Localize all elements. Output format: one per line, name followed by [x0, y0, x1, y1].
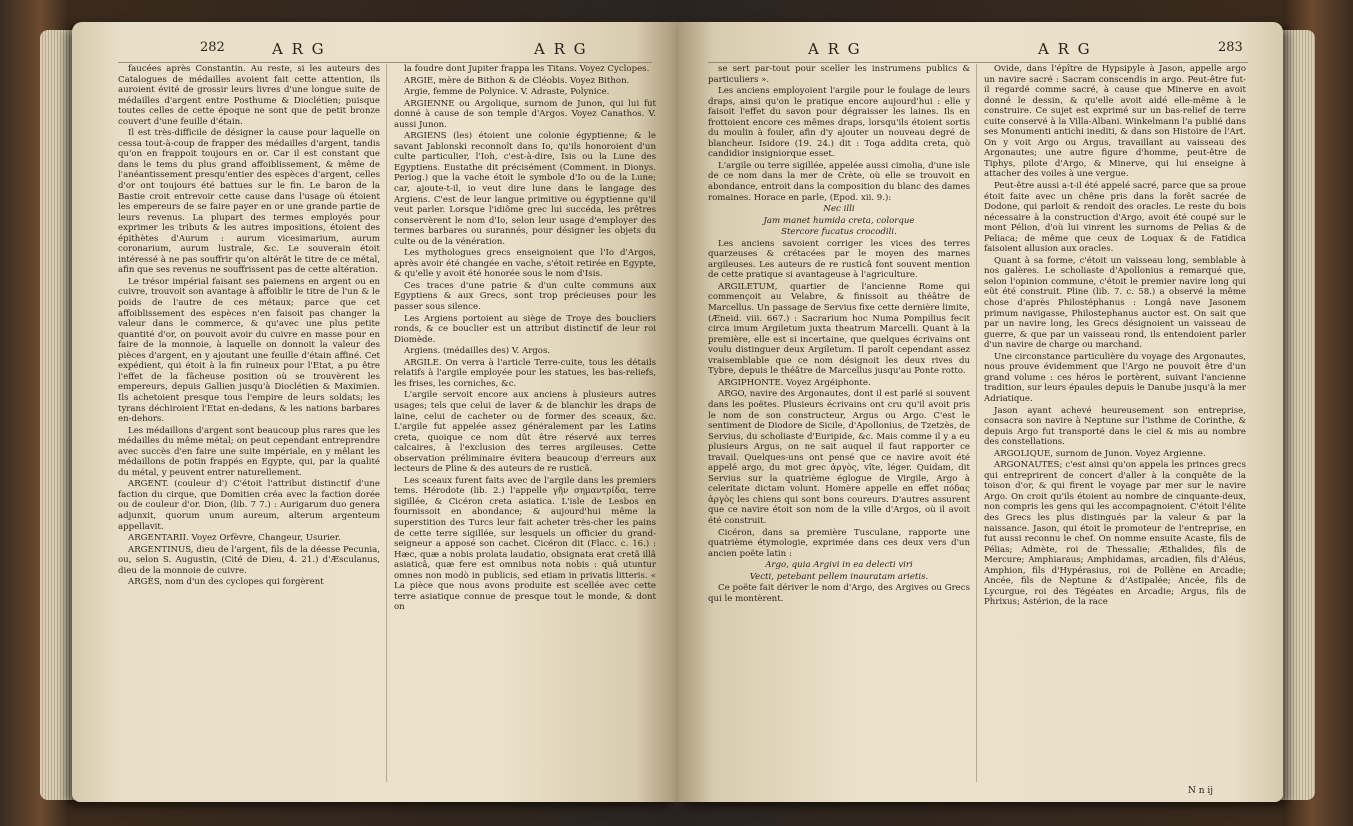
- paragraph: Cicéron, dans sa première Tusculane, rapporte une quatrième étymologie, exprimée dans ces deux vers d'un ancien poëte latin :: [708, 527, 970, 559]
- paragraph: Les Argiens portoient au siège de Troye des boucliers ronds, & ce bouclier est un attribut distinctif de leur roi Diomède.: [394, 313, 656, 345]
- paragraph: Une circonstance particulière du voyage des Argonautes, nous prouve évidemment que l'Argo ne pouvoit être d'un grand volume : ces héros le portèrent, suivant l'ancienne tradition, sur leurs épaules depuis le Danube jusqu'à la mer Adriatique.: [984, 351, 1246, 404]
- paragraph: L'argile ou terre sigillée, appelée aussi cimolia, d'une isle de ce nom dans la mer de Crète, où elle se trouvoit en abondance, entroit dans la composition du blanc des dames romaines. Horace en parle, (Epod. xii. 9.):: [708, 160, 970, 203]
- paragraph: ARGOLIQUE, surnom de Junon. Voyez Argienne.: [994, 448, 1206, 459]
- left-column-1: [118, 64, 380, 784]
- right-page-edges: [1281, 30, 1315, 800]
- left-page: [72, 22, 678, 802]
- paragraph: Les médaillons d'argent sont beaucoup plus rares que les médailles du même métal; on peut cependant entreprendre avec succès d'en faire une suite impériale, en y mêlant les médaillons de potin frappés en Egypte, qui, par la qualité du métal, y peuvent entrer naturellement.: [118, 425, 380, 478]
- left-page-number: 282: [200, 40, 225, 55]
- paragraph: Vecti, petebant pellem inauratam arietis.: [749, 571, 929, 582]
- left-header-left: A R G: [272, 40, 326, 58]
- left-column-rule: [386, 64, 387, 782]
- paragraph: ARGILETUM, quartier de l'ancienne Rome qui commençoit au Velabre, & finissoit au théâtre de Marcellus. Un passage de Servius fixe cette dernière limite, (Æneid. viii. 667.) : Sacrarium hoc Numa Pompilius fecit circa imum Argiletum juxta theatrum Marcelli. Quant à la première, elle est si incertaine, que quelques écrivains ont voulu distinguer deux Argiletum. Il paroît cependant assez vraisemblable que ce nom désignoit les deux rives du Tybre, depuis le théâtre de Marcellus jusqu'au Ponte rotto.: [708, 281, 970, 377]
- left-header-rule: [118, 62, 652, 63]
- left-page-edges: [40, 30, 74, 800]
- paragraph: ARGILE. On verra à l'article Terre-cuite, tous les détails relatifs à l'argile employée pour les statues, les bas-reliefs, les frises, les corniches, &c.: [394, 357, 656, 389]
- paragraph: ARGÈS, nom d'un des cyclopes qui forgèrent: [128, 577, 324, 588]
- paragraph: Il est très-difficile de désigner la cause pour laquelle on cessa tout-à-coup de frapper des médailles d'argent, tandis qu'on en frappoit toujours en or. Car il est constant que dans le tems du plus grand affoiblissement, & même de l'anéantissement presqu'entier des espèces d'argent, celles d'or ont toujours été battues sur le fin. Le baron de la Bastie croit entrevoir cette cause dans l'usage où étoient les empereurs de se faire payer en or une grande partie de leurs revenus. La plupart des termes employés pour exprimer les tributs & les autres impositions, étoient des épithètes d'Aurum : aurum vicesimarium, aurum coronarium, aurum lustrale, &c. Le souverain étoit intéressé à ne pas souffrir qu'on altérât le titre de ce métal, afin que ses revenus ne souffrissent pas de cette altération.: [118, 128, 380, 276]
- paragraph: ARGIE, mère de Bithon & de Cléobis. Voyez Bithon.: [404, 75, 630, 86]
- right-header-right: A R G: [1038, 40, 1092, 58]
- paragraph: ARGIENNE ou Argolique, surnom de Junon, qui lui fut donné à cause de son temple d'Argos. Voyez Canathos. V. aussi Junon.: [394, 98, 656, 130]
- paragraph: ARGIPHONTE. Voyez Argéiphonte.: [718, 377, 871, 388]
- paragraph: Le trésor impérial faisant ses paiemens en argent ou en cuivre, trouvoit son avantage à affoiblir le titre de l'un & le poids de l'autre de ces métaux; parce que cet affoiblissement des espèces n'en faisoit pas changer la valeur dans le commerce, & qu'avec une plus petite quantité d'or, on pouvoit avoir du cuivre en masse pour en faire de la monnoie, à laquelle on donnoit la valeur des pièces d'argent, en y ajoutant une feuille d'étain affiné. Cet expédient, qui étoit à la fin ruineux pour l'Etat, a pu être l'effet de la fâcheuse position où se trouvèrent les empereurs, depuis Gallien jusqu'à Dioclétien & Maximien. Ils achetoient presque tous l'empire de leurs soldats; les tyrans déchiroient l'Etat en-dedans, & les nations barbares en-dehors.: [118, 276, 380, 425]
- paragraph: Argie, femme de Polynice. V. Adraste, Polynice.: [404, 87, 610, 98]
- paragraph: ARGIENS (les) étoient une colonie égyptienne; & le savant Jablonski reconnoît dans Io, qu'ils honoroient d'un culte particulier, l'Ioh, c'est-à-dire, Isis ou la Lune des Egyptiens. Eustathe dit précisément (Comment. in Dionys. Periog.) que la vache étoit le symbole d'Io ou de la Lune; car, ajoute-t-il, io veut dire lune dans le langage des Argiens. C'est de leur langue primitive ou égyptienne qu'il veut parler. Lorsque l'idiôme grec lui succéda, les prêtres conservèrent le nom d'Io, selon leur usage d'employer des termes barbares ou surannés, pour désigner les objets du culte ou de la vénération.: [394, 131, 656, 247]
- paragraph: ARGENTINUS, dieu de l'argent, fils de la déesse Pecunia, ou, selon S. Augustin, (Cité de Dieu, 4. 21.) d'Æsculanus, dieu de la monnoie de cuivre.: [118, 544, 380, 576]
- right-header-left: A R G: [808, 40, 862, 58]
- paragraph: la foudre dont Jupiter frappa les Titans. Voyez Cyclopes.: [404, 64, 650, 74]
- paragraph: Stercore fucatus crocodili.: [781, 227, 897, 238]
- paragraph: ARGONAUTES; c'est ainsi qu'on appela les princes grecs qui entreprirent de concert d'aller à la conquête de la toison d'or, & qui firent le voyage par mer sur le navire Argo. On croit qu'ils étoient au nombre de cinquante-deux, non compris les gens qui les accompagnoient. C'étoit l'élite des Grecs les plus distingués par la valeur & par la naissance. Jason, qui étoit le promoteur de l'entreprise, en fut aussi reconnu le chef. On nomme ensuite Acaste, fils de Pélias; Admète, roi de Thessalie; Æthalides, fils de Mercure; Amphiaraus; Amphidamas, arcadien, fils d'Aléus, Amphion, fils d'Hypérasius, roi de Pollène en Arcadie; Ancée, fils de Neptune & d'Astipalée; Ancée, fils de Lycurgue, roi des Tégéates en Arcadie; Argus, fils de Phrixus; Astérion, de la race: [984, 460, 1246, 608]
- paragraph: ARGENT. (couleur d') C'étoit l'attribut distinctif d'une faction du cirque, que Domitien créa avec la faction dorée ou de couleur d'or. Dion, (lib. 7 7.) : Aurigarum duo genera adjunxit, quorum unum aureum, alterum argenteum appellavit.: [118, 479, 380, 532]
- paragraph: Jason ayant achevé heureusement son entreprise, consacra son navire à Neptune sur l'isthme de Corinthe, & depuis Argo fut transporté dans le ciel & mis au nombre des constellations.: [984, 405, 1246, 448]
- paragraph: Ces traces d'une patrie & d'un culte communs aux Egyptiens & aux Grecs, sont trop précieuses pour les passer sous silence.: [394, 280, 656, 313]
- right-header-rule: [708, 62, 1248, 63]
- right-column-2: [984, 64, 1246, 784]
- paragraph: Peut-être aussi a-t-il été appelé sacré, parce que sa proue étoit faite avec un chêne pris dans la forêt sacrée de Dodone, qui parloit & rendoit des oracles. Le reste du bois nécessaire à la construction d'Argo, avoit été coupé sur le mont Pélion, d'où lui vinrent les surnoms de Pelias & de Peliaca; de même que ceux de Loquax & de Fatidica faisoient allusion aux oracles.: [984, 181, 1246, 255]
- paragraph: se sert par-tout pour sceller les instrumens publics & particuliers ».: [708, 64, 970, 85]
- paragraph: Argiens. (médailles des) V. Argos.: [404, 346, 551, 357]
- right-page: [678, 22, 1283, 802]
- right-column-1: [708, 64, 970, 784]
- paragraph: Argo, quia Argivi in ea delecti viri: [765, 560, 913, 571]
- paragraph: Quant à sa forme, c'étoit un vaisseau long, semblable à nos galères. Le scholiaste d'Apollonius a remarqué que, selon l'opinion commune, c'étoit le premier navire long qui eût été construit. Pline (lib. 7. c. 58.) a observé la même chose d'après Philostéphanus : Longâ nave Jasonem primum navigasse, Philostephanus auctor est. On sait que par un navire long, les Grecs désignoient un vaisseau de guerre, & que par un vaisseau rond, ils entendoient parler d'un navire de charge ou marchand.: [984, 255, 1246, 351]
- left-header-right: A R G: [534, 40, 588, 58]
- right-column-rule: [976, 64, 977, 782]
- paragraph: Les sceaux furent faits avec de l'argile dans les premiers tems. Hérodote (lib. 2.) l'appelle γῆν σημαντρίδα, terre sigillée, & Cicéron creta asiatica. L'isle de Lesbos en fournissoit en abondance; & aujourd'hui même la superstition des Turcs leur fait acheter très-cher les pains de cette terre sigillée, sur lesquels un officier du grand-seigneur a apposé son cachet. Cicéron dit (Flacc. c. 16.) : Hæc, quæ a nobis prolata laudatio, obsignata erat cretâ illâ asiaticâ, quæ fere est omnibus nota nobis : quâ utuntur omnes non modò in publicis, sed etiam in privatis litteris. « La pièce que nous avons produite est scellée avec cette terre asiatique connue de presque tout le monde, & dont on: [394, 475, 656, 613]
- paragraph: Ce poëte fait dériver le nom d'Argo, des Argives ou Grecs qui le montèrent.: [708, 583, 970, 604]
- signature-mark: N n ij: [1188, 786, 1214, 796]
- paragraph: Ovide, dans l'épître de Hypsipyle à Jason, appelle argo un navire sacré : Sacram conscendis in argo. Peut-être fut-il regardé comme sacré, à cause que Minerve en avoit donné le dessin, & qu'elle avoit aidé elle-même à le construire. Ce sujet est exprimé sur un bas-relief de terre cuite conservé à la Villa-Albani. Winkelmann l'a publié dans ses Monumenti antichi inediti, & dans son Histoire de l'Art. On y voit Argo ou Argus, travaillant au vaisseau des Argonautes; une autre figure d'homme, peut-être de Tiphys, pilote d'Argo, & Minerve, qui lui enseigne à attacher des voiles à une vergue.: [984, 64, 1246, 180]
- paragraph: ARGENTARII. Voyez Orfèvre, Changeur, Usurier.: [128, 533, 341, 544]
- paragraph: Les mythologues grecs enseignoient que l'Io d'Argos, après avoir été changée en vache, s'étoit retirée en Egypte, & qu'elle y avoit été honorée sous le nom d'Isis.: [394, 248, 656, 280]
- left-column-2: [394, 64, 656, 784]
- right-page-number: 283: [1218, 40, 1243, 55]
- paragraph: Nec illi: [823, 204, 855, 215]
- paragraph: Les anciens savoient corriger les vices des terres quarzeuses & crétacées par le moyen des marnes argileuses. Les auteurs de re rusticâ font souvent mention de cette pratique si avantageuse à l'agriculture.: [708, 238, 970, 281]
- paragraph: ARGO, navire des Argonautes, dont il est parlé si souvent dans les poëtes. Plusieurs écrivains ont cru qu'il avoit pris le nom de son constructeur, Argus ou Argo. C'est le sentiment de Diodore de Sicile, d'Apollonius, de Tzetzès, de Servius, du scholiaste d'Euripide, &c. Mais comme il y a eu plusieurs Argus, on ne sait auquel il faut rapporter ce travail. Quelques-uns ont pensé que ce navire avoit été appelé argo, du mot grec ἀργὸς, vîte, léger. Quidam, dit Servius sur la quatrième églogue de Virgile, Argo à celeritate dictam volunt. Homère appelle en effet πόδας ἀργὸς les chiens qui sont bons coureurs. D'autres assurent que ce navire étoit son nom de la ville d'Argos, où il avoit été construit.: [708, 389, 970, 526]
- paragraph: faucées après Constantin. Au reste, si les auteurs des Catalogues de médailles avoient fait cette attention, ils auroient évité de grossir leurs livres d'une longue suite de médailles d'argent entre Posthume & Dioclétien; puisque toutes celles de cette époque ne sont que de petit bronze couvert d'une feuille d'étain.: [118, 64, 380, 127]
- paragraph: L'argile servoit encore aux anciens à plusieurs autres usages; tels que celui de laver & de blanchir les draps de laine, celui de cacheter ou de former des sceaux, &c. L'argile fut appelée assez généralement par les Latins creta, quoique ce nom dût être réservé aux terres calcaires, à l'exclusion des terres argileuses. Cette observation préliminaire évitera beaucoup d'erreurs aux lecteurs de Pline & des auteurs de re rusticâ.: [394, 390, 656, 475]
- paragraph: Les anciens employoient l'argile pour le foulage de leurs draps, ainsi qu'on le pratique encore aujourd'hui : elle y faisoit l'effet du savon pour dégraisser les laines. Ils en frottoient encore ces mêmes draps, lorsqu'ils étoient sortis du moulin à fouler, afin d'y ajouter un nouveau degré de blancheur. Isidore (19. 24.) dit : Toga addita creta, quò candidior insigniorque esset.: [708, 86, 970, 160]
- paragraph: Jam manet humida creta, colorque: [763, 215, 915, 226]
